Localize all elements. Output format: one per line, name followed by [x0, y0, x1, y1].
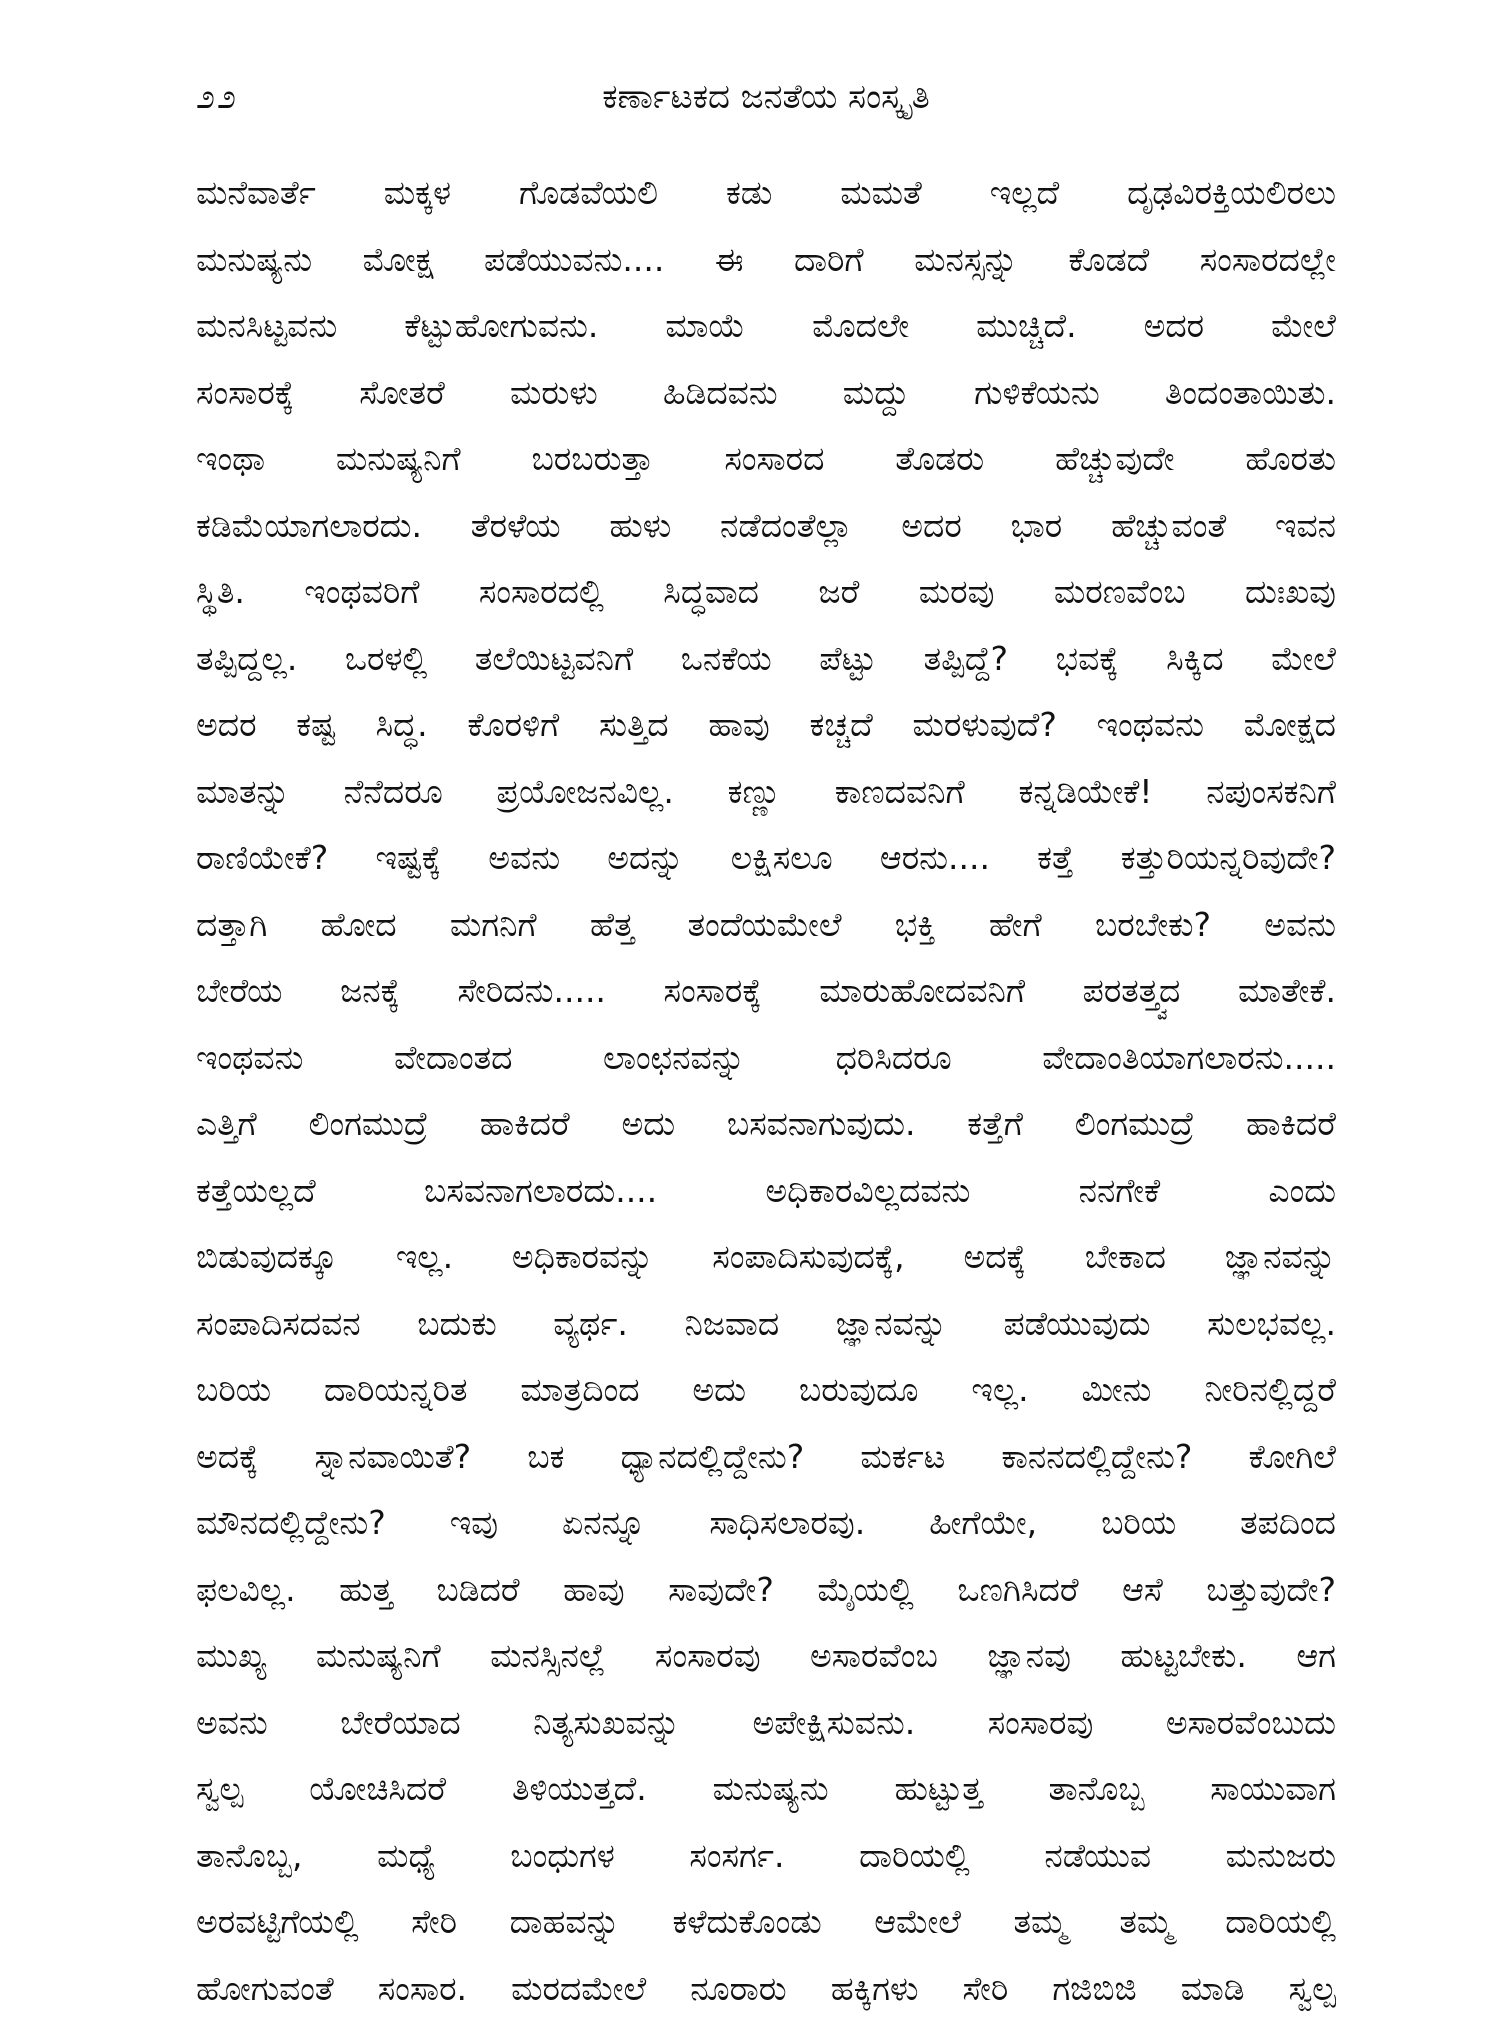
text-line: ಬಿಡುವುದಕ್ಕೂ ಇಲ್ಲ. ಅಧಿಕಾರವನ್ನು ಸಂಪಾದಿಸುವುದಕ್ಕೆ, ಅದಕ್ಕೆ ಬೇಕಾದ ಜ್ಞಾನವನ್ನು [196, 1224, 1336, 1291]
text-line: ಕತ್ತೆಯಲ್ಲದೆ ಬಸವನಾಗಲಾರದು.... ಅಧಿಕಾರವಿಲ್ಲದವನು ನನಗೇಕೆ ಎಂದು [196, 1158, 1336, 1225]
text-line: ಮನೆವಾರ್ತೆ ಮಕ್ಕಳ ಗೊಡವೆಯಲಿ ಕಡು ಮಮತೆ ಇಲ್ಲದೆ ದೃಢವಿರಕ್ತಿಯಲಿರಲು [196, 160, 1336, 227]
text-line: ಮಾತನ್ನು ನೆನೆದರೂ ಪ್ರಯೋಜನವಿಲ್ಲ. ಕಣ್ಣು ಕಾಣದವನಿಗೆ ಕನ್ನಡಿಯೇಕೆ! ನಪುಂಸಕನಿಗೆ [196, 759, 1336, 826]
text-line: ಎತ್ತಿಗೆ ಲಿಂಗಮುದ್ರೆ ಹಾಕಿದರೆ ಅದು ಬಸವನಾಗುವುದು. ಕತ್ತೆಗೆ ಲಿಂಗಮುದ್ರೆ ಹಾಕಿದರೆ [196, 1091, 1336, 1158]
text-line: ಫಲವಿಲ್ಲ. ಹುತ್ತ ಬಡಿದರೆ ಹಾವು ಸಾವುದೇ? ಮೈಯಲ್ಲಿ ಒಣಗಿಸಿದರೆ ಆಸೆ ಬತ್ತುವುದೇ? [196, 1557, 1336, 1624]
text-line: ಮನುಷ್ಯನು ಮೋಕ್ಷ ಪಡೆಯುವನು.... ಈ ದಾರಿಗೆ ಮನಸ್ಸನ್ನು ಕೊಡದೆ ಸಂಸಾರದಲ್ಲೇ [196, 227, 1336, 294]
text-line: ಬರಿಯ ದಾರಿಯನ್ನರಿತ ಮಾತ್ರದಿಂದ ಅದು ಬರುವುದೂ ಇಲ್ಲ. ಮೀನು ನೀರಿನಲ್ಲಿದ್ದರೆ [196, 1357, 1336, 1424]
text-line: ಇಂಥಾ ಮನುಷ್ಯನಿಗೆ ಬರಬರುತ್ತಾ ಸಂಸಾರದ ತೊಡರು ಹೆಚ್ಚುವುದೇ ಹೊರತು [196, 426, 1336, 493]
body-text [196, 160, 1336, 2022]
text-line: ರಾಣಿಯೇಕೆ? ಇಷ್ಟಕ್ಕೆ ಅವನು ಅದನ್ನು ಲಕ್ಷಿಸಲೂ ಆರನು.... ಕತ್ತೆ ಕತ್ತುರಿಯನ್ನರಿವುದೇ? [196, 825, 1336, 892]
running-header [196, 72, 1336, 122]
text-line: ತಾನೊಬ್ಬ, ಮಧ್ಯೆ ಬಂಧುಗಳ ಸಂಸರ್ಗ. ದಾರಿಯಲ್ಲಿ ನಡೆಯುವ ಮನುಜರು [196, 1823, 1336, 1890]
page-number: ೨೨ [196, 72, 238, 122]
text-line: ಹೋಗುವಂತೆ ಸಂಸಾರ. ಮರದಮೇಲೆ ನೂರಾರು ಹಕ್ಕಿಗಳು ಸೇರಿ ಗಜಿಬಿಜಿ ಮಾಡಿ ಸ್ವಲ್ಪ [196, 1956, 1336, 2022]
text-line: ಮೌನದಲ್ಲಿದ್ದೇನು? ಇವು ಏನನ್ನೂ ಸಾಧಿಸಲಾರವು. ಹೀಗೆಯೇ, ಬರಿಯ ತಪದಿಂದ [196, 1490, 1336, 1557]
text-line: ಸ್ವಲ್ಪ ಯೋಚಿಸಿದರೆ ತಿಳಿಯುತ್ತದೆ. ಮನುಷ್ಯನು ಹುಟ್ಟುತ್ತ ತಾನೊಬ್ಬ ಸಾಯುವಾಗ [196, 1756, 1336, 1823]
text-line: ಅರವಟ್ಟಿಗೆಯಲ್ಲಿ ಸೇರಿ ದಾಹವನ್ನು ಕಳೆದುಕೊಂಡು ಆಮೇಲೆ ತಮ್ಮ ತಮ್ಮ ದಾರಿಯಲ್ಲಿ [196, 1889, 1336, 1956]
book-title: ಕರ್ಣಾಟಕದ ಜನತೆಯ ಸಂಸ್ಕೃತಿ [196, 72, 1336, 122]
text-line: ಕಡಿಮೆಯಾಗಲಾರದು. ತೆರಳೆಯ ಹುಳು ನಡೆದಂತೆಲ್ಲಾ ಅದರ ಭಾರ ಹೆಚ್ಚುವಂತೆ ಇವನ [196, 493, 1336, 560]
text-line: ದತ್ತಾಗಿ ಹೋದ ಮಗನಿಗೆ ಹೆತ್ತ ತಂದೆಯಮೇಲೆ ಭಕ್ತಿ ಹೇಗೆ ಬರಬೇಕು? ಅವನು [196, 892, 1336, 959]
text-line: ಮನಸಿಟ್ಟವನು ಕೆಟ್ಟುಹೋಗುವನು. ಮಾಯೆ ಮೊದಲೇ ಮುಚ್ಚಿದೆ. ಅದರ ಮೇಲೆ [196, 293, 1336, 360]
text-line: ಅವನು ಬೇರೆಯಾದ ನಿತ್ಯಸುಖವನ್ನು ಅಪೇಕ್ಷಿಸುವನು. ಸಂಸಾರವು ಅಸಾರವೆಂಬುದು [196, 1690, 1336, 1757]
text-line: ಬೇರೆಯ ಜನಕ್ಕೆ ಸೇರಿದನು..... ಸಂಸಾರಕ್ಕೆ ಮಾರುಹೋದವನಿಗೆ ಪರತತ್ತ್ವದ ಮಾತೇಕೆ. [196, 958, 1336, 1025]
text-line: ಅದರ ಕಷ್ಟ ಸಿದ್ಧ. ಕೊರಳಿಗೆ ಸುತ್ತಿದ ಹಾವು ಕಚ್ಚದೆ ಮರಳುವುದೆ? ಇಂಥವನು ಮೋಕ್ಷದ [196, 692, 1336, 759]
text-line: ಸಂಸಾರಕ್ಕೆ ಸೋತರೆ ಮರುಳು ಹಿಡಿದವನು ಮದ್ದು ಗುಳಿಕೆಯನು ತಿಂದಂತಾಯಿತು. [196, 360, 1336, 427]
text-line: ಸಂಪಾದಿಸದವನ ಬದುಕು ವ್ಯರ್ಥ. ನಿಜವಾದ ಜ್ಞಾನವನ್ನು ಪಡೆಯುವುದು ಸುಲಭವಲ್ಲ. [196, 1291, 1336, 1358]
text-line: ಸ್ಥಿತಿ. ಇಂಥವರಿಗೆ ಸಂಸಾರದಲ್ಲಿ ಸಿದ್ಧವಾದ ಜರೆ ಮರವು ಮರಣವೆಂಬ ದುಃಖವು [196, 559, 1336, 626]
text-line: ಇಂಥವನು ವೇದಾಂತದ ಲಾಂಛನವನ್ನು ಧರಿಸಿದರೂ ವೇದಾಂತಿಯಾಗಲಾರನು..... [196, 1025, 1336, 1092]
text-line: ಅದಕ್ಕೆ ಸ್ನಾನವಾಯಿತೆ? ಬಕ ಧ್ಯಾನದಲ್ಲಿದ್ದೇನು? ಮರ್ಕಟ ಕಾನನದಲ್ಲಿದ್ದೇನು? ಕೋಗಿಲೆ [196, 1424, 1336, 1491]
text-line: ಮುಖ್ಯ ಮನುಷ್ಯನಿಗೆ ಮನಸ್ಸಿನಲ್ಲೆ ಸಂಸಾರವು ಅಸಾರವೆಂಬ ಜ್ಞಾನವು ಹುಟ್ಟಬೇಕು. ಆಗ [196, 1623, 1336, 1690]
text-line: ತಪ್ಪಿದ್ದಲ್ಲ. ಒರಳಲ್ಲಿ ತಲೆಯಿಟ್ಟವನಿಗೆ ಒನಕೆಯ ಪೆಟ್ಟು ತಪ್ಪಿದ್ದೆ? ಭವಕ್ಕೆ ಸಿಕ್ಕಿದ ಮೇಲೆ [196, 626, 1336, 693]
